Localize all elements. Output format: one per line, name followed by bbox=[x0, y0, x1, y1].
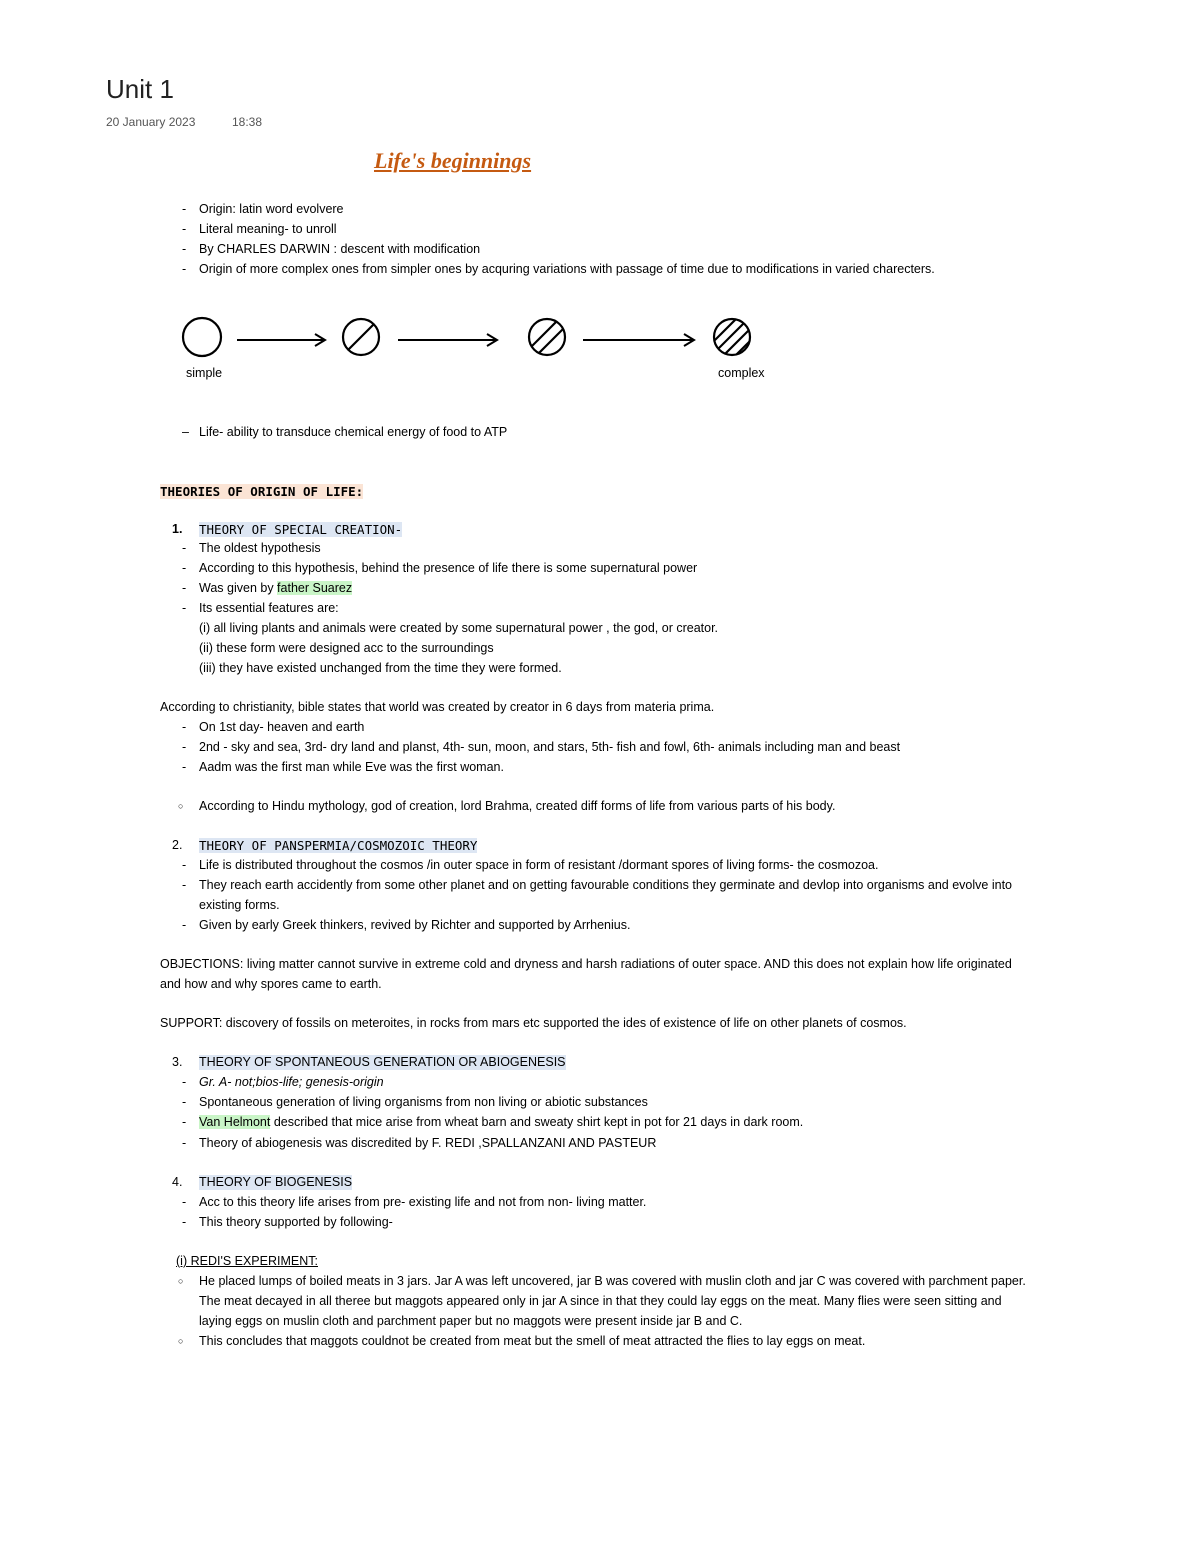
bullet-dash: - bbox=[182, 1115, 187, 1129]
list-item: He placed lumps of boiled meats in 3 jars. Jar A was left uncovered, jar B was covered with muslin cloth and jar C was covered with parchment paper. bbox=[199, 1274, 1026, 1288]
diagram-label-complex: complex bbox=[718, 366, 765, 380]
list-item: Acc to this theory life arises from pre- existing life and not from non- living matter. bbox=[199, 1195, 647, 1209]
list-item bbox=[199, 1115, 803, 1130]
bullet-dash: - bbox=[182, 242, 187, 256]
theory-title-biogenesis: THEORY OF BIOGENESIS bbox=[199, 1175, 353, 1189]
evolution-diagram bbox=[170, 305, 790, 370]
bullet-dash: - bbox=[182, 1095, 187, 1109]
arrow-right-icon bbox=[583, 334, 694, 346]
list-item-continued: The meat decayed in all theree but maggots appeared only in jar A since in that they could lay eggs on the meat. Many flies were seen sitting and bbox=[199, 1294, 1002, 1308]
list-item: According to Hindu mythology, god of creation, lord Brahma, created diff forms of life from various parts of his body. bbox=[199, 799, 836, 813]
helmont-text: described that mice arise from wheat barn and sweaty shirt kept in pot for 21 days in dark room. bbox=[270, 1115, 804, 1129]
arrow-right-icon bbox=[237, 334, 325, 346]
bullet-dash: - bbox=[182, 581, 187, 595]
bullet-dash: - bbox=[182, 1215, 187, 1229]
bullet-dash: - bbox=[182, 720, 187, 734]
theory-title-special-creation: THEORY OF SPECIAL CREATION- bbox=[199, 522, 403, 537]
redi-experiment-title: (i) REDI'S EXPERIMENT: bbox=[176, 1254, 318, 1268]
theory-title-abiogenesis: THEORY OF SPONTANEOUS GENERATION OR ABIOGENESIS bbox=[199, 1055, 566, 1069]
bullet-dash: - bbox=[182, 1136, 187, 1150]
bullet-dash: - bbox=[182, 858, 187, 872]
list-item: Origin of more complex ones from simpler ones by acquring variations with passage of time due to modifications in varied charecters. bbox=[199, 262, 935, 276]
list-item: This theory supported by following- bbox=[199, 1215, 393, 1229]
bullet-dash: - bbox=[182, 1195, 187, 1209]
bullet-dash: - bbox=[182, 918, 187, 932]
theory-number: 1. bbox=[172, 522, 183, 536]
theory-title-panspermia: THEORY OF PANSPERMIA/COSMOZOIC THEORY bbox=[199, 838, 478, 853]
bullet-dash: - bbox=[182, 541, 187, 555]
given-by-prefix: Was given by bbox=[199, 581, 278, 595]
list-item: By CHARLES DARWIN : descent with modification bbox=[199, 242, 481, 256]
bullet-dash: - bbox=[182, 601, 187, 615]
bullet-dash: - bbox=[182, 561, 187, 575]
list-item: Aadm was the first man while Eve was the first woman. bbox=[199, 760, 504, 774]
feature-line: (i) all living plants and animals were created by some supernatural power , the god, or creator. bbox=[199, 621, 719, 635]
paragraph: According to christianity, bible states that world was created by creator in 6 days from materia prima. bbox=[160, 700, 715, 714]
list-item: On 1st day- heaven and earth bbox=[199, 720, 365, 734]
bullet-dash: - bbox=[182, 878, 187, 892]
arrow-right-icon bbox=[398, 334, 497, 346]
hatched-circle-many-strokes bbox=[706, 317, 760, 365]
bullet-dash: - bbox=[182, 1075, 187, 1089]
list-item: They reach earth accidently from some other planet and on getting favourable conditions they germinate and devlop into organisms and evolve into bbox=[199, 878, 1012, 892]
diagram-label-simple: simple bbox=[186, 366, 223, 380]
feature-line: (iii) they have existed unchanged from the time they were formed. bbox=[199, 661, 562, 675]
theory-number: 4. bbox=[172, 1175, 183, 1189]
highlight-name: father Suarez bbox=[277, 581, 353, 595]
list-item: 2nd - sky and sea, 3rd- dry land and planst, 4th- sun, moon, and stars, 5th- fish and fowl, 6th- animals including man and beast bbox=[199, 740, 901, 754]
list-item: This concludes that maggots couldnot be created from meat but the smell of meat attracted the flies to lay eggs on meat. bbox=[199, 1334, 866, 1348]
simple-circle bbox=[183, 318, 221, 356]
list-item: Origin: latin word evolvere bbox=[199, 202, 344, 216]
list-item-continued: existing forms. bbox=[199, 898, 280, 912]
bullet-dash: - bbox=[182, 262, 187, 276]
list-item: Spontaneous generation of living organisms from non living or abiotic substances bbox=[199, 1095, 648, 1109]
list-item-continued: laying eggs on muslin cloth and parchment paper but no maggots were present inside jar B and C. bbox=[199, 1314, 743, 1328]
bullet-dash: - bbox=[182, 222, 187, 236]
bullet-circle-icon: ○ bbox=[178, 1276, 184, 1286]
list-item: Life is distributed throughout the cosmos /in outer space in form of resistant /dormant spores of living forms- the cosmozoa. bbox=[199, 858, 879, 872]
bullet-dash: - bbox=[182, 740, 187, 754]
bullet-dash: – bbox=[182, 425, 189, 439]
objections-text: and how and why spores came to earth. bbox=[160, 977, 382, 991]
list-item: Life- ability to transduce chemical energy of food to ATP bbox=[199, 425, 508, 439]
theories-title: THEORIES OF ORIGIN OF LIFE: bbox=[160, 484, 364, 499]
hatched-circle-two-strokes bbox=[527, 317, 568, 358]
support-text: SUPPORT: discovery of fossils on meteroites, in rocks from mars etc supported the ides of existence of life on other planets of cosmos. bbox=[160, 1016, 907, 1030]
page-title: Unit 1 bbox=[106, 74, 174, 104]
list-item bbox=[199, 581, 352, 596]
highlight-name: Van Helmont bbox=[199, 1115, 271, 1129]
list-item: Theory of abiogenesis was discredited by F. REDI ,SPALLANZANI AND PASTEUR bbox=[199, 1136, 657, 1150]
feature-line: (ii) these form were designed acc to the surroundings bbox=[199, 641, 494, 655]
bullet-dash: - bbox=[182, 760, 187, 774]
list-item: The oldest hypothesis bbox=[199, 541, 321, 555]
theory-number: 2. bbox=[172, 838, 183, 852]
hatched-circle-one-stroke bbox=[343, 319, 379, 355]
section-heading: Life's beginnings bbox=[374, 148, 532, 173]
bullet-circle-icon: ○ bbox=[178, 801, 184, 811]
list-item: Its essential features are: bbox=[199, 601, 339, 615]
list-item: Given by early Greek thinkers, revived by Richter and supported by Arrhenius. bbox=[199, 918, 631, 932]
theory-number: 3. bbox=[172, 1055, 183, 1069]
list-item: According to this hypothesis, behind the presence of life there is some supernatural power bbox=[199, 561, 698, 575]
bullet-circle-icon: ○ bbox=[178, 1336, 184, 1346]
objections-text: OBJECTIONS: living matter cannot survive in extreme cold and dryness and harsh radiations of outer space. AND this does not explain how life originated bbox=[160, 957, 1012, 971]
page-time: 18:38 bbox=[232, 115, 263, 129]
list-item: Literal meaning- to unroll bbox=[199, 222, 337, 236]
list-item: Gr. A- not;bios-life; genesis-origin bbox=[199, 1075, 384, 1089]
page-date: 20 January 2023 bbox=[106, 115, 196, 129]
bullet-dash: - bbox=[182, 202, 187, 216]
